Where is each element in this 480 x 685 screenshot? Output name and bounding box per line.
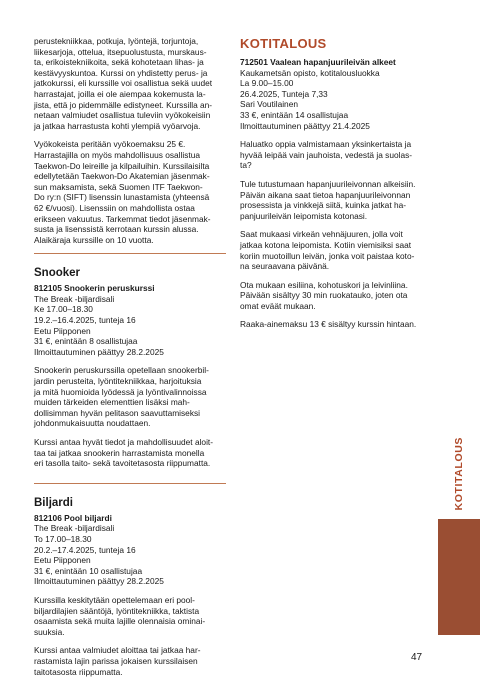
course-detail-line: 26.4.2025, Tunteja 7,33: [240, 88, 328, 99]
snooker-heading: Snooker: [34, 267, 81, 280]
paragraph-line: taa tai jatkaa snookerin harrastamista monella: [34, 447, 205, 458]
course-detail-line: 33 €, enintään 14 osallistujaa: [240, 109, 349, 120]
paragraph-line: perustekniikkaa, potkuja, lyöntejä, torjuntoja,: [34, 36, 199, 46]
paragraph-line: Taekwon-Do leireille ja kilpailuihin. Kurssilaisilta: [34, 160, 210, 171]
course-detail-line: Ilmoittautuminen päättyy 28.2.2025: [34, 576, 164, 587]
paragraph-line: na seuraavana päivänä.: [240, 261, 330, 272]
snooker-description: [34, 365, 226, 468]
paragraph-line: liikesarjoja, ottelua, itsepuolustusta, murskaus-: [34, 46, 207, 57]
paragraph-line: ja mitä huomioida lyödessä ja lyöntivalinnoissa: [34, 386, 207, 397]
paragraph-line: 62 €/vuosi). Lisenssiin on mahdollista ostaa: [34, 202, 195, 213]
paragraph-line: jatkaa kotona leipomista. Kotiin viemisiksi saat: [240, 239, 412, 250]
kotitalous-description: [240, 139, 420, 330]
paragraph-line: jista, että jo pidemmälle edistyneet. Kurssilla an-: [34, 99, 213, 110]
section-divider: [34, 253, 226, 254]
side-tab-label: [438, 432, 480, 516]
paragraph: [240, 229, 420, 271]
course-detail-line: Eetu Piipponen: [34, 325, 91, 336]
paragraph: [34, 365, 226, 429]
paragraph-line: Kurssi antaa hyvät tiedot ja mahdollisuudet aloit-: [34, 437, 214, 447]
kotitalous-heading: KOTITALOUS: [240, 36, 327, 51]
kotitalous-course-title: 712501 Vaalean hapanjuurileivän alkeet: [240, 57, 396, 67]
biljardi-course-details: [34, 523, 226, 587]
side-tab-text: KOTITALOUS: [453, 437, 465, 511]
paragraph-line: osaamista sekä muita lajille olennaisia ominai-: [34, 616, 206, 627]
paragraph-line: Ota mukaan esiliina, kohotuskori ja leivinliina.: [240, 279, 408, 290]
paragraph: [240, 280, 420, 312]
biljardi-description: [34, 595, 226, 677]
paragraph: [34, 139, 226, 245]
paragraph-line: Haluatko oppia valmistamaan yksinkertaista ja: [240, 139, 412, 150]
snooker-course-details: [34, 294, 226, 358]
paragraph-line: suuksia.: [34, 626, 65, 637]
paragraph-line: netaan valmiudet osallistua tuleviin vyökokeisiin: [34, 110, 211, 121]
paragraph-line: Snookerin peruskurssilla opetellaan snookerbil-: [34, 365, 209, 376]
paragraph-line: erikseen vakuutus. Tarkemmat tiedot jäsenmak-: [34, 213, 211, 224]
course-detail-line: Sari Voutilainen: [240, 99, 298, 110]
section-divider: [34, 483, 226, 484]
paragraph-line: Raaka-ainemaksu 13 € sisältyy kurssin hintaan.: [240, 319, 417, 330]
paragraph-line: ta, erikoistekniikoita, sekä kohotetaan lihas- ja: [34, 57, 204, 68]
paragraph-line: Alaikäraja kurssille on 10 vuotta.: [34, 234, 154, 245]
course-detail-line: La 9.00–15.00: [240, 78, 294, 89]
paragraph: [240, 319, 420, 330]
paragraph-line: Saat mukaasi virkeän vehnäjuuren, jolla voit: [240, 229, 403, 240]
right-column: [240, 36, 420, 338]
paragraph-line: Kurssi antaa valmiudet aloittaa tai jatkaa har-: [34, 645, 201, 656]
paragraph-line: muiden tärkeiden elementtien lisäksi mah-: [34, 397, 190, 408]
paragraph-line: taitotasosta riippumatta.: [34, 666, 123, 677]
paragraph: [34, 437, 226, 469]
left-column: [34, 36, 226, 685]
paragraph-line: biljardilajien sääntöjä, lyöntitekniikka, taktista: [34, 605, 200, 616]
paragraph-line: susta ja lisenssistä kerrotaan kurssin alussa.: [34, 224, 199, 235]
course-detail-line: The Break -biljardisali: [34, 523, 115, 534]
course-detail-line: 20.2.–17.4.2025, tunteja 16: [34, 544, 136, 555]
course-detail-line: Ke 17.00–18.30: [34, 304, 93, 315]
snooker-course-title: 812105 Snookerin peruskurssi: [34, 283, 155, 294]
course-detail-line: The Break -biljardisali: [34, 293, 115, 304]
side-tab-marker: [438, 519, 480, 635]
paragraph-line: eri tasolla taito- sekä tavoitetasosta riippumatta.: [34, 458, 211, 469]
paragraph-line: ta?: [240, 160, 252, 171]
course-detail-line: 19.2.–16.4.2025, tunteja 16: [34, 315, 136, 326]
paragraph-line: Harrastajilla on myös mahdollisuus osallistua: [34, 149, 201, 160]
paragraph-line: jatkokurssi, eli kurssille voi osallistua sekä uudet: [34, 78, 213, 89]
course-detail-line: 31 €, enintään 8 osallistujaa: [34, 336, 138, 347]
paragraph-line: Päivän aikana saat tietoa hapanjuurileivonnan: [240, 189, 411, 200]
paragraph-line: Kurssilla keskitytään opettelemaan eri pool-: [34, 594, 195, 605]
biljardi-course-title: 812106 Pool biljardi: [34, 512, 112, 523]
paragraph-line: panjuurileivän leipomista kotonasi.: [240, 210, 368, 221]
paragraph: [240, 139, 420, 171]
course-detail-line: Kaukametsän opisto, kotitalousluokka: [240, 67, 380, 78]
course-detail-line: To 17.00–18.30: [34, 533, 92, 544]
course-detail-line: Ilmoittautuminen päättyy 21.4.2025: [240, 120, 370, 131]
paragraph-line: edellytetään Taekwon-Do Akatemian jäsenmak-: [34, 171, 210, 182]
paragraph-line: Tule tutustumaan hapanjuurileivonnan alkeisiin.: [240, 178, 416, 189]
course-detail-line: 31 €, enintään 10 osallistujaa: [34, 565, 143, 576]
paragraph-line: rastamista lajin parissa jokaisen kurssilaisen: [34, 655, 198, 666]
paragraph-line: johdonmukaisuutta noudattaen.: [34, 418, 151, 429]
paragraph-line: dollisimman hyvän pelitason saavuttamiseksi: [34, 407, 201, 418]
course-detail-line: Ilmoittautuminen päättyy 28.2.2025: [34, 346, 164, 357]
paragraph: [34, 645, 226, 677]
paragraph-line: harrastajat, joilla ei ole aiempaa kokemusta la-: [34, 88, 206, 99]
kotitalous-course-details: [240, 68, 420, 132]
course-detail-line: Eetu Piipponen: [34, 555, 91, 566]
paragraph-line: omat eväät mukaan.: [240, 300, 316, 311]
paragraph-line: Do ry:n (SIFT) lisenssin lunastamista (yhteensä: [34, 192, 210, 203]
paragraph-line: ja jatkaa harrastusta kohti ylempiä vyöarvoja.: [34, 120, 201, 131]
paragraph-line: koriin muotoillun leivän, jonka voit paistaa koto-: [240, 250, 415, 261]
paragraph-line: Päivään sisältyy 30 min ruokatauko, joten ota: [240, 290, 408, 301]
paragraph-line: kestävyyskuntoa. Kurssi on yhdistetty perus- ja: [34, 67, 208, 78]
page-number: 47: [411, 652, 423, 663]
paragraph-line: Vyökokeista peritään vyökoemaksu 25 €.: [34, 139, 186, 150]
paragraph-line: jardin perusteita, lyöntitekniikkaa, harjoituksia: [34, 376, 202, 387]
paragraph: [34, 595, 226, 637]
paragraph-line: hyvää leipää vain jauhoista, vedestä ja suolas-: [240, 149, 413, 160]
paragraph-line: prosessista ja vinkkejä siitä, kuinka jatkat ha-: [240, 200, 407, 211]
paragraph: [34, 36, 226, 131]
biljardi-heading: Biljardi: [34, 496, 73, 509]
paragraph-line: sun maksamista, sekä Suomen ITF Taekwon-: [34, 181, 203, 192]
intro-section: [34, 36, 226, 245]
paragraph: [240, 179, 420, 221]
